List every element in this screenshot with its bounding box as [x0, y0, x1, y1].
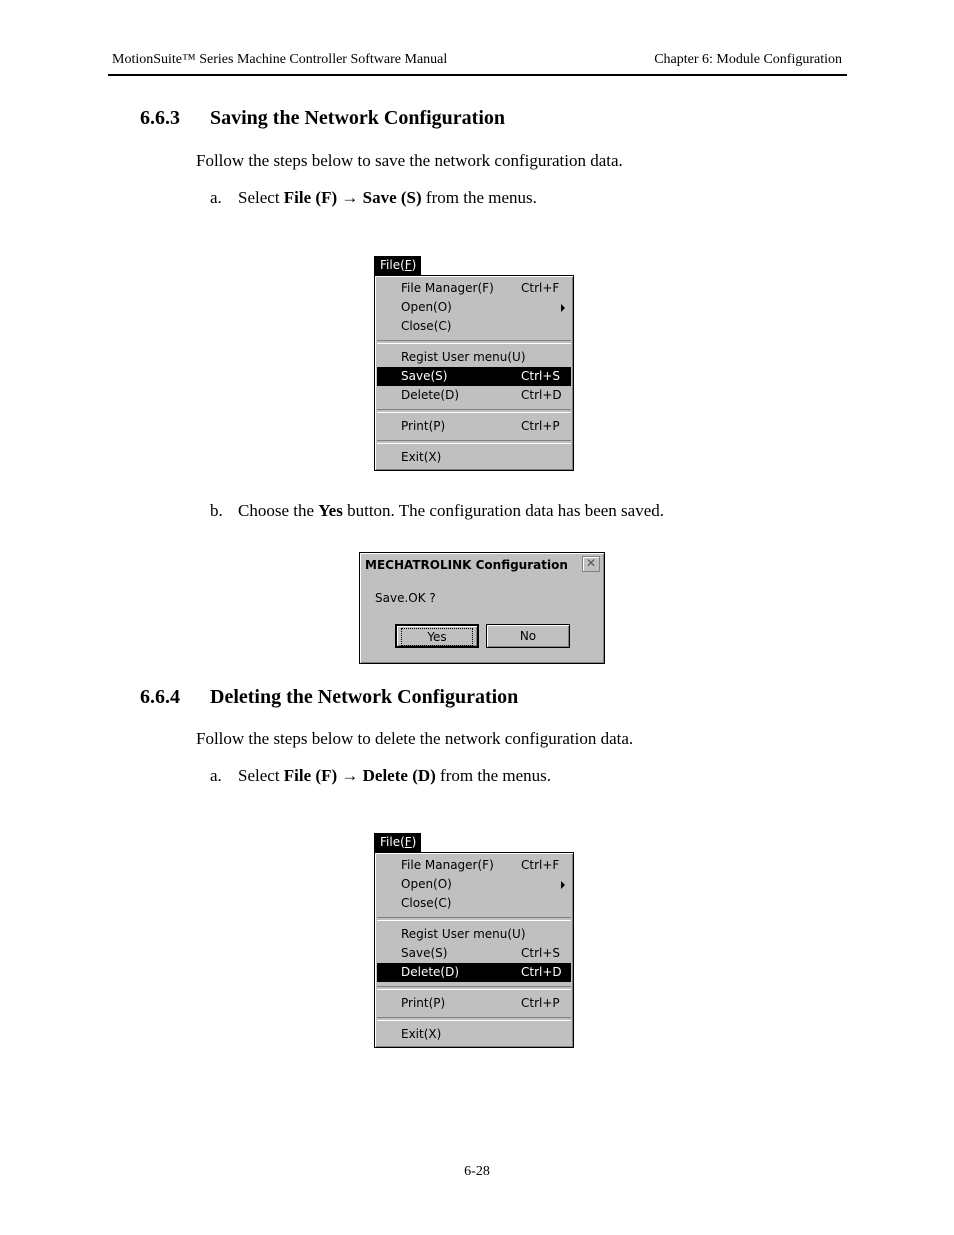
- menu-item-delete[interactable]: Delete(D) Ctrl+D: [377, 963, 571, 982]
- section-heading: Saving the Network Configuration: [210, 107, 506, 129]
- menu-item-save[interactable]: Save(S) Ctrl+S: [377, 367, 571, 386]
- file-menu-dropdown: [374, 852, 574, 1048]
- close-icon[interactable]: ✕: [582, 556, 600, 572]
- menu-item-delete[interactable]: Delete(D) Ctrl+D: [401, 388, 562, 402]
- no-button[interactable]: No: [486, 624, 570, 648]
- header-chapter: Chapter 6: Module Configuration: [654, 52, 842, 67]
- menu-separator: [377, 917, 571, 921]
- menu-item-open[interactable]: Open(O): [377, 298, 571, 317]
- section-intro: Follow the steps below to delete the network configuration data.: [196, 729, 634, 748]
- page-number: 6-28: [464, 1164, 490, 1179]
- step-a-save: a. Select File (F) → Save (S) from the menus.: [210, 188, 537, 207]
- menu-item-open[interactable]: Open(O): [377, 875, 571, 894]
- step-b-yes: b. Choose the Yes button. The configuration data has been saved.: [210, 501, 665, 520]
- menu-item-regist-user-menu[interactable]: Regist User menu(U): [401, 350, 526, 364]
- menu-separator: [377, 440, 571, 444]
- file-menu-title[interactable]: File(F): [374, 256, 421, 275]
- step-a-delete: a. Select File (F) → Delete (D) from the menus.: [210, 766, 551, 785]
- section-number: 6.6.3: [140, 107, 180, 129]
- section-title-saving: [140, 107, 505, 130]
- menu-separator: [377, 986, 571, 990]
- yes-button[interactable]: Yes: [395, 624, 479, 648]
- save-confirm-dialog: [359, 552, 605, 664]
- section-intro: Follow the steps below to save the network configuration data.: [196, 151, 623, 170]
- file-menu-delete-screenshot: [374, 833, 580, 1048]
- section-heading: Deleting the Network Configuration: [210, 686, 519, 708]
- menu-item-close[interactable]: Close(C): [401, 319, 452, 333]
- header-rule: [108, 74, 847, 76]
- file-menu-dropdown: [374, 275, 574, 471]
- menu-item-file-manager[interactable]: File Manager(F) Ctrl+F: [401, 281, 560, 295]
- submenu-arrow-icon: [561, 304, 565, 312]
- file-menu-title[interactable]: File(F): [374, 833, 421, 852]
- menu-item-close[interactable]: Close(C): [401, 896, 452, 910]
- menu-item-exit[interactable]: Exit(X): [401, 450, 442, 464]
- dialog-title: MECHATROLINK Configuration: [362, 555, 602, 576]
- section-number: 6.6.4: [140, 686, 180, 708]
- menu-item-file-manager[interactable]: File Manager(F) Ctrl+F: [401, 858, 560, 872]
- file-menu-save-screenshot: [374, 256, 580, 471]
- menu-separator: [377, 409, 571, 413]
- header-manual-title: MotionSuite™ Series Machine Controller Software Manual: [112, 52, 448, 67]
- submenu-arrow-icon: [561, 881, 565, 889]
- menu-item-exit[interactable]: Exit(X): [401, 1027, 442, 1041]
- dialog-message: Save.OK ?: [375, 591, 436, 605]
- section-title-deleting: [140, 686, 518, 709]
- menu-separator: [377, 1017, 571, 1021]
- menu-item-regist-user-menu[interactable]: Regist User menu(U): [401, 927, 526, 941]
- menu-item-save[interactable]: Save(S) Ctrl+S: [401, 946, 561, 960]
- menu-item-print[interactable]: Print(P) Ctrl+P: [401, 996, 560, 1010]
- menu-separator: [377, 340, 571, 344]
- menu-item-print[interactable]: Print(P) Ctrl+P: [401, 419, 560, 433]
